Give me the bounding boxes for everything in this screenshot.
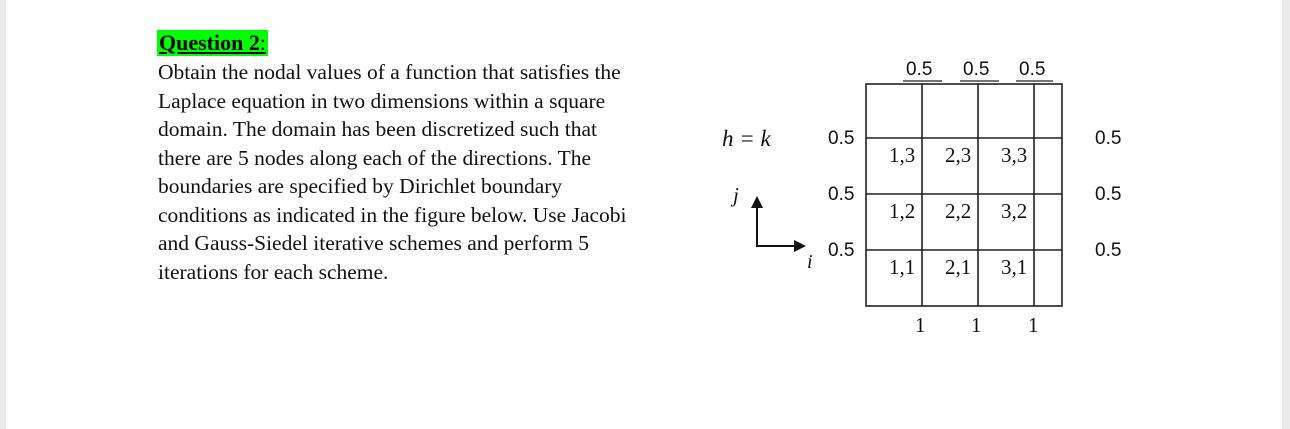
node-label: 3,3 (1001, 143, 1028, 167)
top-boundary-value: 0.5 (906, 59, 933, 80)
i-arrow-icon (794, 240, 806, 252)
question-colon: : (259, 30, 266, 55)
left-boundary-value: 0.5 (828, 128, 855, 149)
question-line: domain. The domain has been discretized such that (158, 117, 598, 141)
axis-i-label: i (807, 251, 813, 273)
node-label: 3,2 (1001, 199, 1028, 223)
left-boundary-value: 0.5 (828, 240, 855, 261)
node-label: 3,1 (1001, 255, 1028, 279)
node-label: 1,3 (889, 143, 916, 167)
node-label: 2,3 (945, 143, 972, 167)
question-line: iterations for each scheme. (158, 259, 389, 284)
node-label: 1,2 (889, 199, 916, 223)
bottom-boundary-value: 1 (915, 313, 926, 337)
node-label: 2,1 (945, 255, 972, 279)
bottom-boundary-value: 1 (971, 313, 982, 337)
spacing-label: h = k (722, 126, 771, 151)
bottom-boundary-value: 1 (1028, 313, 1039, 337)
node-label: 1,1 (889, 255, 916, 279)
question-line: conditions as indicated in the figure below. Use Jacobi (158, 202, 627, 227)
question-line: Laplace equation in two dimensions within a square (158, 88, 606, 113)
axis-j-label: j (733, 183, 739, 207)
question-line: boundaries are specified by Dirichlet boundary (158, 174, 563, 198)
question-line: Obtain the nodal values of a function that satisfies the (158, 60, 621, 84)
left-boundary-value: 0.5 (828, 184, 855, 205)
question-line: there are 5 nodes along each of the directions. The (158, 145, 592, 170)
j-arrow-icon (751, 196, 763, 208)
top-boundary-value: 0.5 (1019, 59, 1046, 80)
question-title: Question 2 (159, 30, 260, 55)
right-boundary-value: 0.5 (1095, 240, 1122, 261)
question-line: and Gauss-Siedel iterative schemes and perform 5 (158, 231, 590, 255)
right-boundary-value: 0.5 (1095, 128, 1122, 149)
axis-arrows (751, 196, 806, 252)
top-boundary-value: 0.5 (963, 59, 990, 80)
right-boundary-value: 0.5 (1095, 184, 1122, 205)
node-label: 2,2 (945, 199, 972, 223)
